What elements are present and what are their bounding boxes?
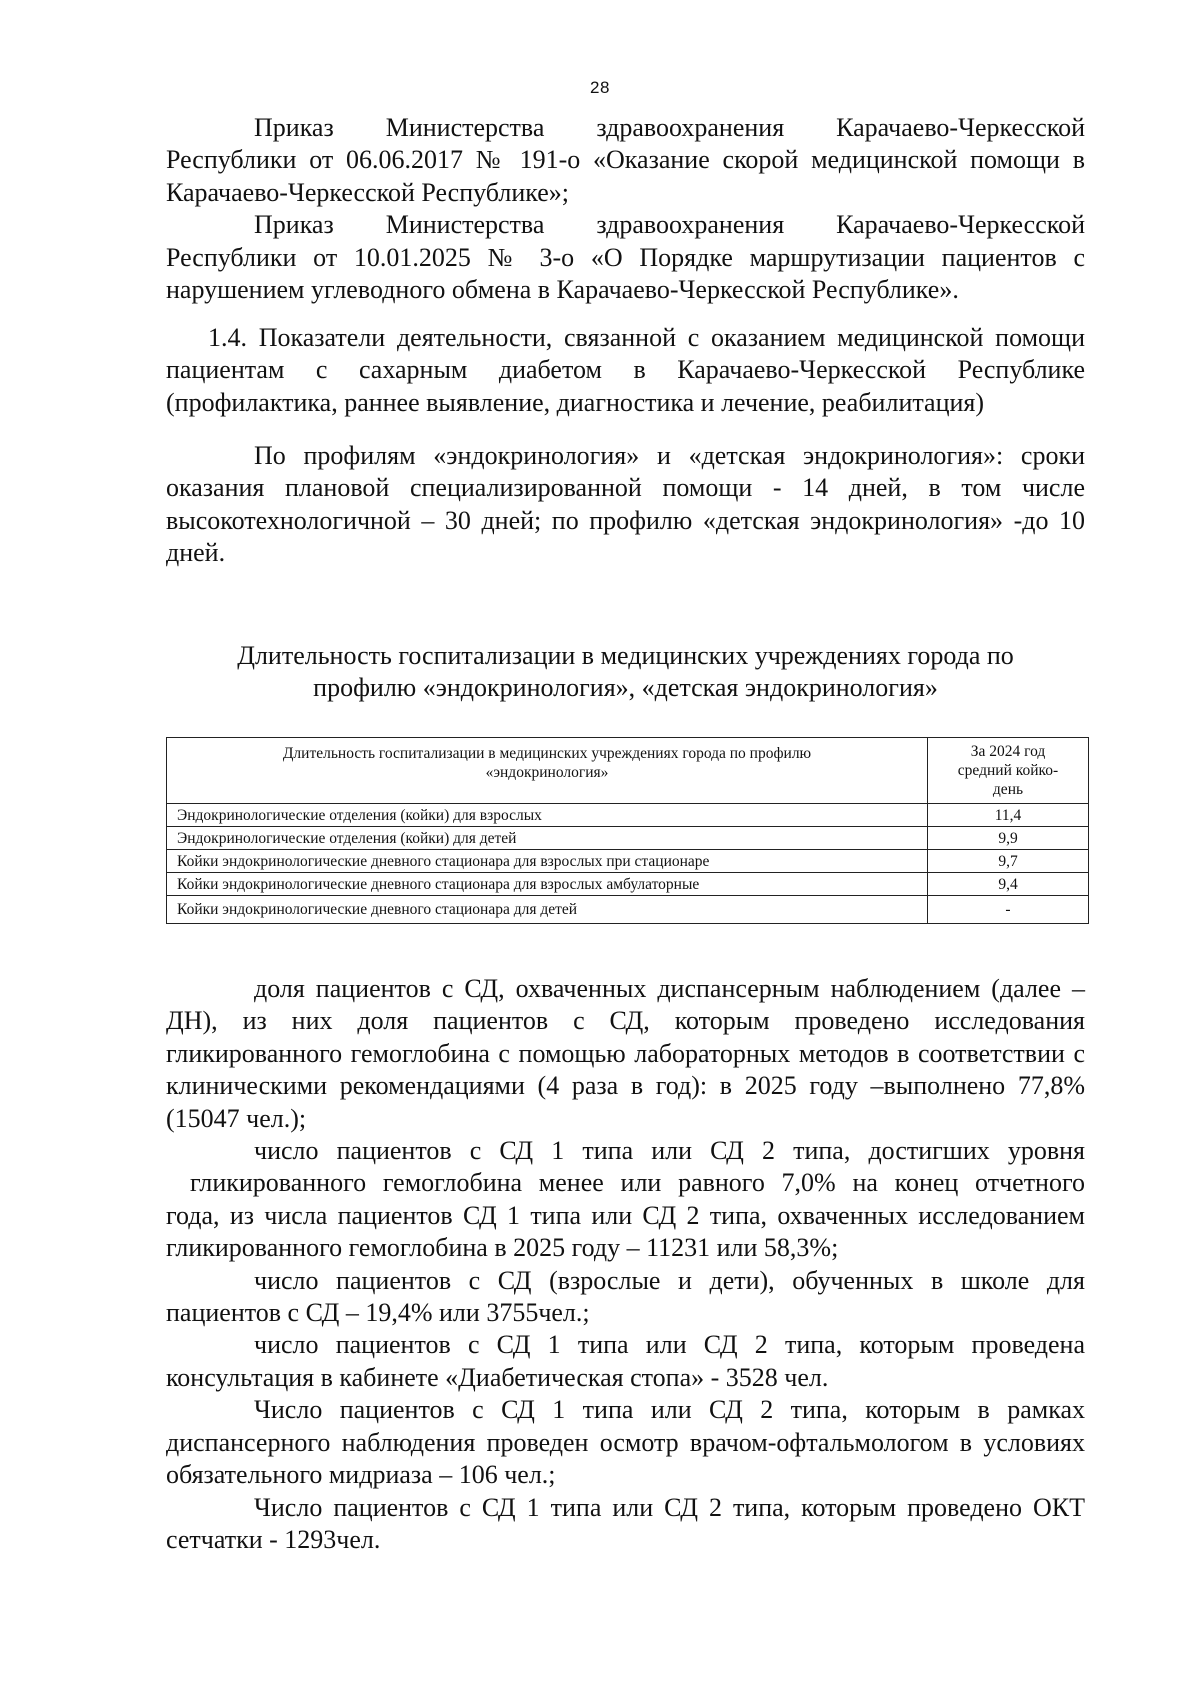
indicator-paragraph: года, из числа пациентов СД 1 типа или СД 2 типа, охваченных исследованием гликированного гемоглобина в 2025 году – 11231 или 58,3%;	[166, 1200, 1085, 1263]
table-row	[167, 827, 1089, 850]
order-paragraph: Приказ Министерства здравоохранения Карачаево-Черкесской Республики от 06.06.2017 № 191-о «Оказание скорой медицинской помощи в Карачаево-Черкесской Республике»;	[166, 113, 1085, 207]
indicator-paragraph: число пациентов с СД 1 типа или СД 2 типа, которым проведена консультация в кабинете «Диабетическая стопа» - 3528 чел.	[166, 1330, 1085, 1392]
row-value: 9,7	[928, 850, 1089, 873]
row-label: Койки эндокринологические дневного стационара для взрослых амбулаторные	[167, 873, 928, 896]
table-header-value: За 2024 год средний койко- день	[928, 738, 1089, 804]
order-paragraph: Приказ Министерства здравоохранения Карачаево-Черкесской Республики от 10.01.2025 № 3-о «О Порядке маршрутизации пациентов с нарушением углеводного обмена в Карачаево-Черкесской Республике».	[166, 210, 1085, 305]
table-header-description: Длительность госпитализации в медицинских учреждениях города по профилю «эндокринология»	[167, 738, 928, 804]
table-row	[167, 896, 1089, 924]
table-caption	[166, 640, 1085, 704]
row-value: 11,4	[928, 804, 1089, 827]
page-number: 28	[590, 78, 610, 97]
indicator-paragraph: Число пациентов с СД 1 типа или СД 2 типа, которым проведено ОКТ сетчатки - 1293чел.	[166, 1492, 1085, 1554]
table-caption-line: Длительность госпитализации в медицинских учреждениях города по	[237, 641, 1014, 670]
section-heading-block	[166, 322, 1085, 419]
indicator-paragraph: число пациентов с СД 1 типа или СД 2 типа, достигших уровня	[254, 1136, 1085, 1166]
table-header-row	[167, 738, 1089, 804]
row-label: Эндокринологические отделения (койки) для детей	[167, 827, 928, 850]
row-value: 9,4	[928, 873, 1089, 896]
orders-block	[166, 112, 1085, 306]
indicators-block	[166, 973, 1085, 1556]
indicator-paragraph: число пациентов с СД (взрослые и дети), обученных в школе для пациентов с СД – 19,4% или 3755чел.;	[166, 1265, 1085, 1328]
profiles-paragraph: По профилям «эндокринология» и «детская эндокринология»: сроки оказания плановой специализированной помощи - 14 дней, в том числе высокотехнологичной – 30 дней; по профилю «детская эндокринология» -до 10 дней.	[166, 441, 1085, 568]
table-row	[167, 804, 1089, 827]
table-row	[167, 850, 1089, 873]
profiles-block	[166, 440, 1085, 570]
indicator-paragraph: гликированного гемоглобина менее или равного 7,0% на конец отчетного	[190, 1168, 1085, 1198]
row-label: Койки эндокринологические дневного стационара для взрослых при стационаре	[167, 850, 928, 873]
indicator-paragraph: доля пациентов с СД, охваченных диспансерным наблюдением (далее – ДН), из них доля пациентов с СД, которым проведено исследования гликированного гемоглобина с помощью лабораторных методов в соответствии с клиническими рекомендациями (4 раза в год): в 2025 году –выполнено 77,8% (15047 чел.);	[166, 974, 1085, 1133]
table-caption-line: профилю «эндокринология», «детская эндокринология»	[313, 673, 938, 702]
row-label: Эндокринологические отделения (койки) для взрослых	[167, 804, 928, 827]
row-value: 9,9	[928, 827, 1089, 850]
table-row	[167, 873, 1089, 896]
row-value: -	[928, 896, 1089, 924]
hospitalization-table	[166, 737, 1089, 924]
row-label: Койки эндокринологические дневного стационара для детей	[167, 896, 928, 924]
indicator-paragraph: Число пациентов с СД 1 типа или СД 2 типа, которым в рамках диспансерного наблюдения проведен осмотр врачом-офтальмологом в условиях обязательного мидриаза – 106 чел.;	[166, 1395, 1085, 1490]
section-heading: 1.4. Показатели деятельности, связанной с оказанием медицинской помощи пациентам с сахарным диабетом в Карачаево-Черкесской Республике (профилактика, раннее выявление, диагностика и лечение, реабилитация)	[166, 323, 1085, 417]
